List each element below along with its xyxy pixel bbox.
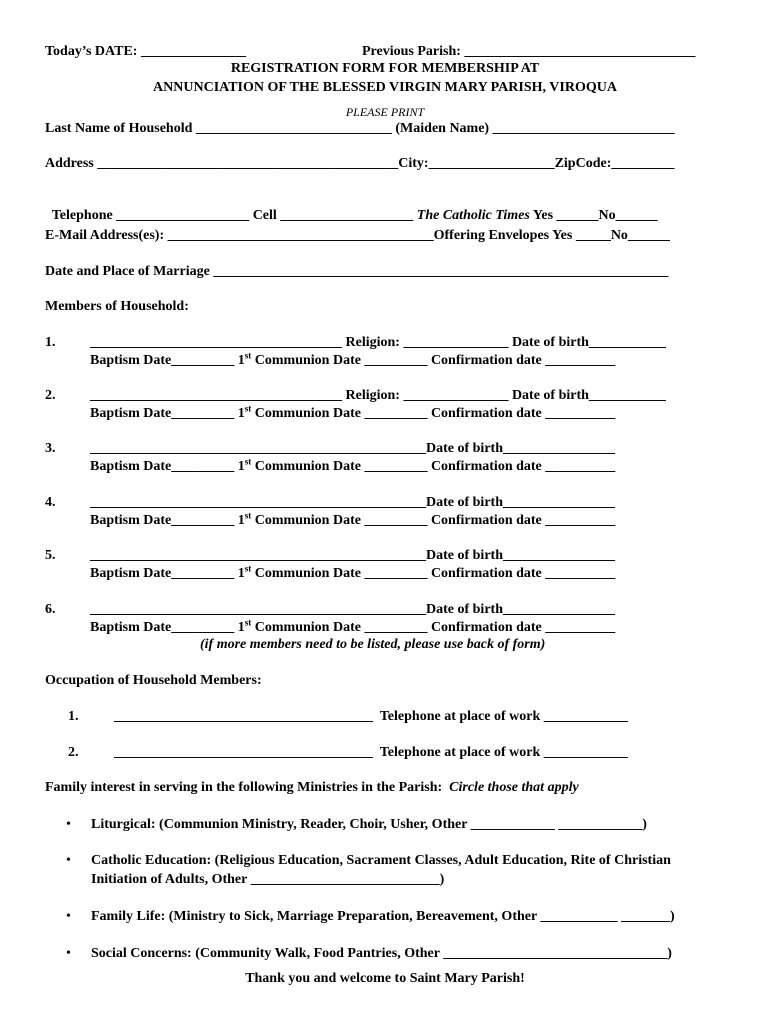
member-sacraments-field[interactable] — [90, 563, 616, 582]
communion-confirmation-field: Communion Date _________ Confirmation date __________ — [251, 406, 616, 421]
ministry-catholic-education-line2[interactable]: Initiation of Adults, Other ___________________________) — [91, 872, 445, 887]
todays-date-field[interactable]: Today’s DATE: _______________ — [45, 44, 246, 59]
member-number: 5. — [45, 548, 56, 563]
bullet-icon: • — [66, 909, 71, 924]
form-title-line1: REGISTRATION FORM FOR MEMBERSHIP AT — [230, 61, 540, 76]
communion-confirmation-field: Communion Date _________ Confirmation date __________ — [251, 620, 616, 635]
member-name-field[interactable]: ________________________________________________Date of birth________________ — [90, 441, 615, 456]
member-sacraments-field[interactable] — [90, 617, 616, 636]
previous-parish-field[interactable]: Previous Parish: _________________________________ — [362, 44, 696, 59]
member-sacraments-field[interactable] — [90, 403, 616, 422]
baptism-date-field: Baptism Date_________ 1 — [90, 353, 245, 368]
member-name-field[interactable]: ________________________________________________Date of birth________________ — [90, 495, 615, 510]
member-number: 3. — [45, 441, 56, 456]
communion-confirmation-field: Communion Date _________ Confirmation date __________ — [251, 566, 616, 581]
communion-confirmation-field: Communion Date _________ Confirmation date __________ — [251, 353, 616, 368]
ministries-heading — [45, 780, 579, 796]
thank-you-footer: Thank you and welcome to Saint Mary Parish! — [245, 971, 525, 986]
baptism-date-field: Baptism Date_________ 1 — [90, 513, 245, 528]
marriage-field[interactable]: Date and Place of Marriage _________________________________________________________________ — [45, 264, 669, 279]
communion-confirmation-field: Communion Date _________ Confirmation date __________ — [251, 513, 616, 528]
catholic-times-yes-no[interactable]: Yes ______No______ — [529, 208, 658, 223]
ordinal-suffix: st — [244, 403, 252, 414]
member-sacraments-field[interactable] — [90, 510, 616, 529]
occupation-number: 2. — [68, 745, 79, 760]
baptism-date-field: Baptism Date_________ 1 — [90, 566, 245, 581]
email-field[interactable]: E-Mail Address(es): ______________________________________Offering Envelopes Yes _____No______ — [45, 228, 670, 243]
telephone-field[interactable] — [45, 192, 658, 224]
occupation-field[interactable]: _____________________________________ Telephone at place of work ____________ — [114, 745, 628, 760]
address-field[interactable]: Address ___________________________________________City:__________________ZipCode:_________ — [45, 156, 675, 171]
circle-instruction: Circle those that apply — [449, 780, 579, 795]
member-name-field[interactable]: ________________________________________________Date of birth________________ — [90, 602, 615, 617]
bullet-icon: • — [66, 853, 71, 868]
catholic-times-label: The Catholic Times — [416, 208, 530, 223]
ministry-social-concerns[interactable]: Social Concerns: (Community Walk, Food Pantries, Other ________________________________) — [91, 946, 672, 961]
ordinal-suffix: st — [244, 510, 252, 521]
bullet-icon: • — [66, 946, 71, 961]
ordinal-suffix: st — [244, 617, 252, 628]
member-number: 4. — [45, 495, 56, 510]
ministry-liturgical[interactable]: Liturgical: (Communion Ministry, Reader, Choir, Usher, Other ____________ ____________) — [91, 817, 647, 832]
last-name-field[interactable]: Last Name of Household ____________________________ (Maiden Name) __________________________ — [45, 121, 675, 136]
ordinal-suffix: st — [244, 456, 252, 467]
ministry-catholic-education[interactable]: Catholic Education: (Religious Education, Sacrament Classes, Adult Education, Rite of Christian — [91, 853, 671, 868]
telephone-cell-text: Telephone ___________________ Cell ___________________ — [51, 208, 417, 223]
occupation-heading: Occupation of Household Members: — [45, 673, 262, 688]
please-print-note: PLEASE PRINT — [345, 105, 425, 119]
more-members-note: (if more members need to be listed, please use back of form) — [200, 637, 546, 652]
bullet-icon: • — [66, 817, 71, 832]
member-name-field[interactable]: ________________________________________________Date of birth________________ — [90, 548, 615, 563]
member-sacraments-field[interactable] — [90, 350, 616, 369]
occupation-number: 1. — [68, 709, 79, 724]
communion-confirmation-field: Communion Date _________ Confirmation date __________ — [251, 459, 616, 474]
baptism-date-field: Baptism Date_________ 1 — [90, 459, 245, 474]
ordinal-suffix: st — [244, 350, 252, 361]
baptism-date-field: Baptism Date_________ 1 — [90, 620, 245, 635]
member-name-field[interactable]: ____________________________________ Religion: _______________ Date of birth___________ — [90, 388, 666, 403]
ministry-family-life[interactable]: Family Life: (Ministry to Sick, Marriage Preparation, Bereavement, Other ___________ _______) — [91, 909, 675, 924]
form-title-line2: ANNUNCIATION OF THE BLESSED VIRGIN MARY PARISH, VIROQUA — [153, 80, 617, 95]
member-name-field[interactable]: ____________________________________ Religion: _______________ Date of birth___________ — [90, 335, 666, 350]
member-sacraments-field[interactable] — [90, 456, 616, 475]
ministries-heading-text: Family interest in serving in the following Ministries in the Parish: — [45, 780, 450, 795]
member-number: 6. — [45, 602, 56, 617]
baptism-date-field: Baptism Date_________ 1 — [90, 406, 245, 421]
member-number: 1. — [45, 335, 56, 350]
ordinal-suffix: st — [244, 563, 252, 574]
member-number: 2. — [45, 388, 56, 403]
members-heading: Members of Household: — [45, 299, 189, 314]
occupation-field[interactable]: _____________________________________ Telephone at place of work ____________ — [114, 709, 628, 724]
